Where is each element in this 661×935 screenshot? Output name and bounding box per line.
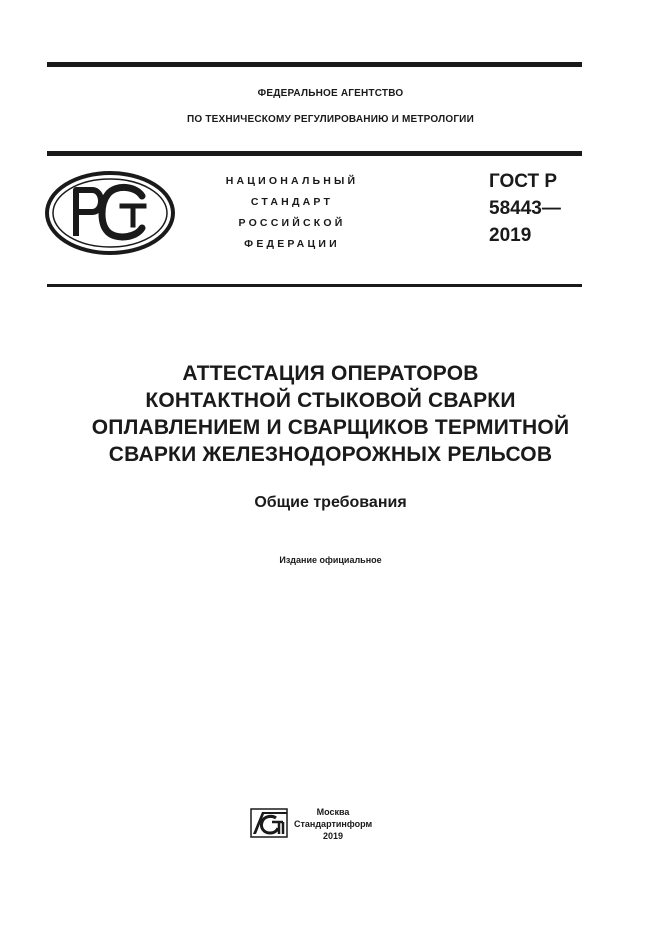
document-title xyxy=(40,360,621,468)
designation-line-1: ГОСТ Р xyxy=(489,171,558,192)
publisher-city: Москва xyxy=(316,807,350,817)
standard-type-block xyxy=(212,171,372,255)
title-line-2: КОНТАКТНОЙ СТЫКОВОЙ СВАРКИ xyxy=(145,389,516,412)
title-line-4: СВАРКИ ЖЕЛЕЗНОДОРОЖНЫХ РЕЛЬСОВ xyxy=(108,443,553,466)
agency-line-2: ПО ТЕХНИЧЕСКОМУ РЕГУЛИРОВАНИЮ И МЕТРОЛОГИИ xyxy=(187,114,474,125)
bottom-rule xyxy=(47,284,582,287)
edition-note: Издание официальное xyxy=(279,555,382,565)
middle-rule xyxy=(47,151,582,156)
rst-emblem-icon xyxy=(44,170,176,256)
standard-designation xyxy=(489,168,561,249)
standartinform-logo-icon xyxy=(250,808,288,838)
standard-line-2: СТАНДАРТ xyxy=(250,196,334,208)
document-subtitle: Общие требования xyxy=(254,494,407,511)
designation-line-2: 58443— xyxy=(489,198,561,219)
publisher-name: Стандартинформ xyxy=(294,819,373,829)
standard-line-4: ФЕДЕРАЦИИ xyxy=(244,238,340,250)
publisher-year: 2019 xyxy=(322,831,344,841)
standard-line-1: НАЦИОНАЛЬНЫЙ xyxy=(225,175,359,187)
title-line-3: ОПЛАВЛЕНИЕМ И СВАРЩИКОВ ТЕРМИТНОЙ xyxy=(91,416,570,439)
title-line-1: АТТЕСТАЦИЯ ОПЕРАТОРОВ xyxy=(182,362,479,385)
designation-line-3: 2019 xyxy=(489,225,532,246)
top-rule xyxy=(47,62,582,67)
publisher-block xyxy=(294,806,372,842)
standard-line-3: РОССИЙСКОЙ xyxy=(238,217,346,229)
agency-line-1: ФЕДЕРАЛЬНОЕ АГЕНТСТВО xyxy=(257,88,404,99)
